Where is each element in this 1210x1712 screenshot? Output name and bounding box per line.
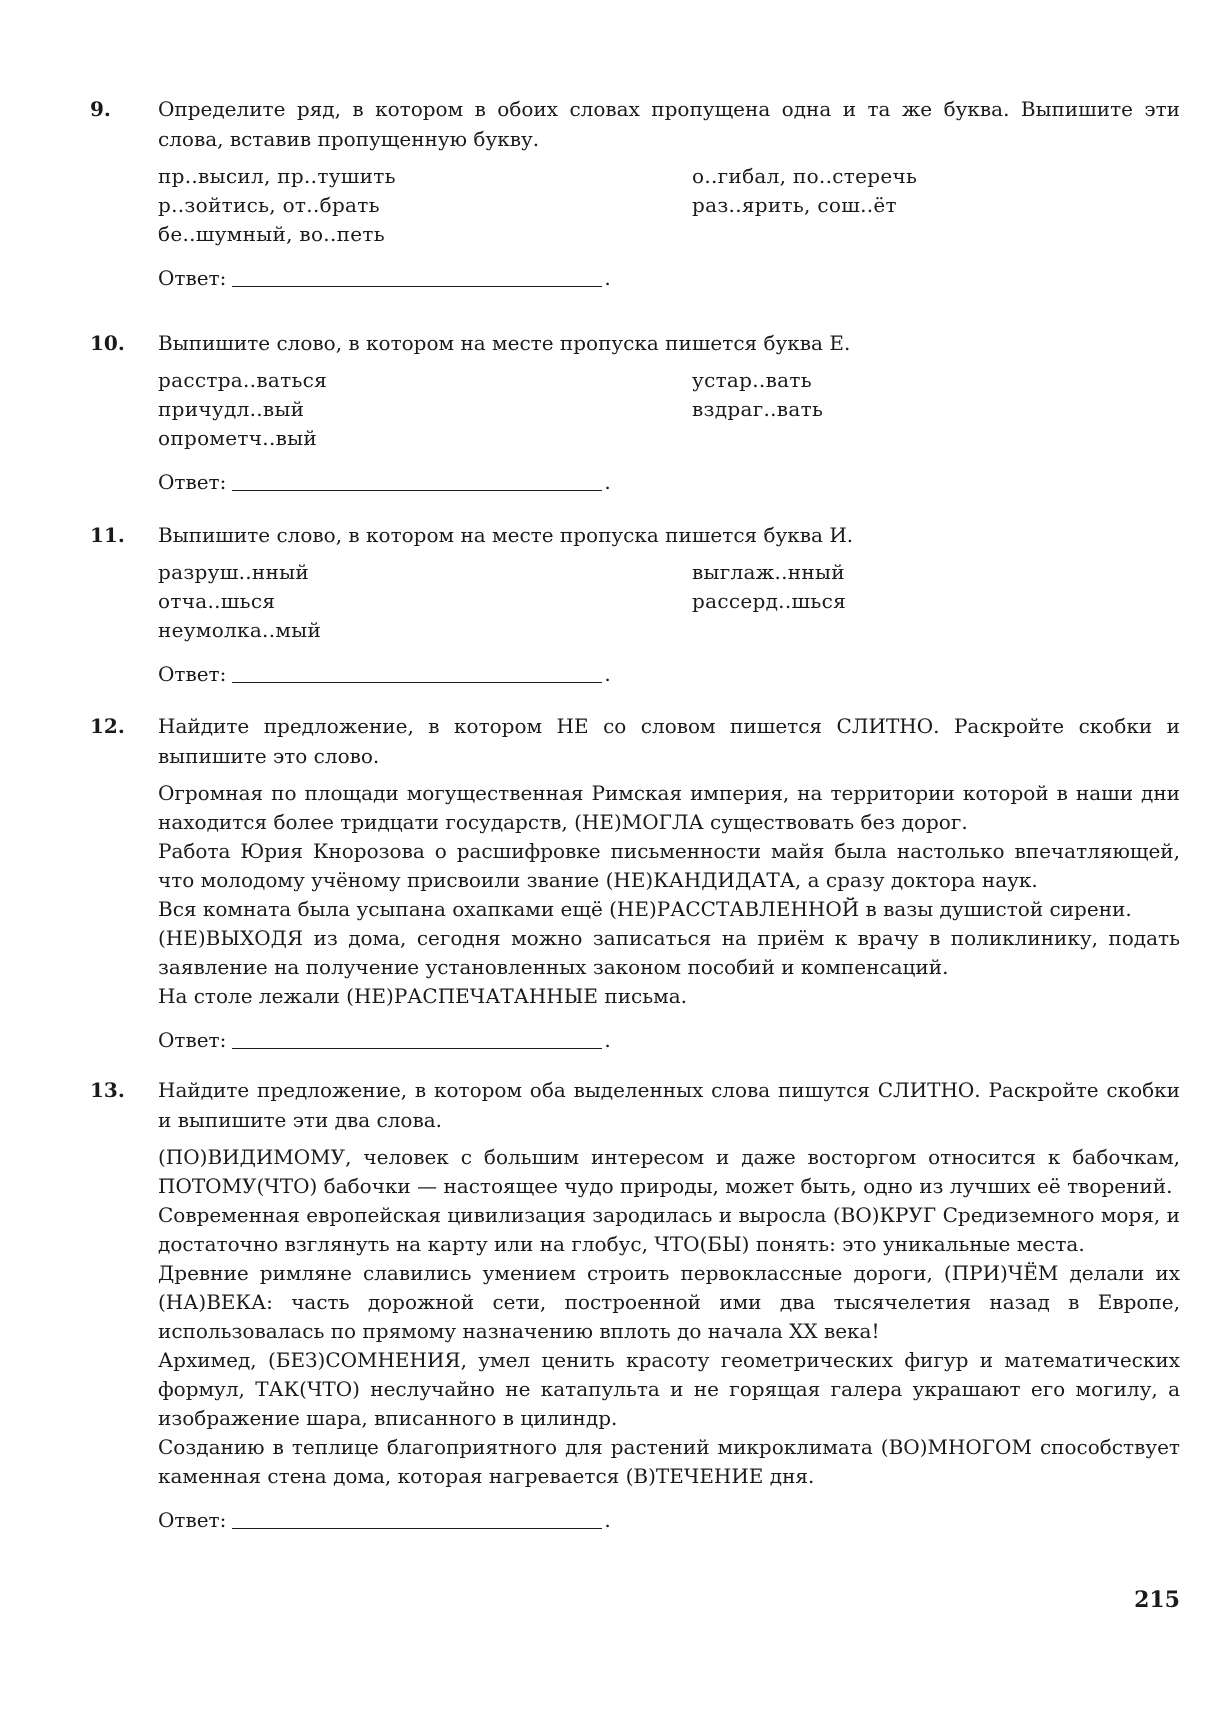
sentences (158, 1143, 1180, 1491)
sentence: Огромная по площади могущественная Римская империя, на территории которой в наши дни находится более тридцати государств, (НЕ)МОГЛА существовать без дорог. (158, 781, 1180, 834)
option: расстра..ваться (158, 368, 328, 392)
answer-label: Ответ: (158, 470, 227, 494)
task-prompt: Выпишите слово, в котором на месте пропуска пишется буква И. (158, 523, 854, 547)
option: р..зойтись, от..брать (158, 193, 380, 217)
option: бе..шумный, во..петь (158, 222, 385, 246)
task-number: 11. (90, 523, 125, 547)
option: раз..ярить, сош..ёт (692, 193, 897, 217)
options-right (692, 162, 1172, 249)
answer-label: Ответ: (158, 266, 227, 290)
option: о..гибал, по..стеречь (692, 164, 918, 188)
answer-row: Ответ: . (158, 1505, 1180, 1535)
task-prompt: Найдите предложение, в котором НЕ со словом пишется СЛИТНО. Раскройте скобки и выпишите это слово. (158, 714, 1180, 768)
answer-row: Ответ: . (158, 467, 1180, 497)
option: устар..вать (692, 368, 812, 392)
option: отча..шься (158, 589, 276, 613)
task-prompt: Найдите предложение, в котором оба выделенных слова пишутся СЛИТНО. Раскройте скобки и выпишите эти два слова. (158, 1078, 1180, 1132)
option: неумолка..мый (158, 618, 322, 642)
task-13 (90, 1075, 1180, 1535)
options-grid (158, 162, 1180, 249)
sentence: (ПО)ВИДИМОМУ, человек с большим интересом и даже восторгом относится к бабочкам, ПОТОМУ(ЧТО) бабочки — настоящее чудо природы, может быть, одно из лучших её творений. (158, 1145, 1180, 1198)
sentence: Древние римляне славились умением строить первоклассные дороги, (ПРИ)ЧЁМ делали их (НА)ВЕКА: часть дорожной сети, построенной ими два тысячелетия назад в Европе, использовалась по прямому назначению вплоть до начала XX века! (158, 1261, 1180, 1343)
options-grid (158, 558, 1180, 645)
option: вздраг..вать (692, 397, 824, 421)
answer-label: Ответ: (158, 662, 227, 686)
answer-row: Ответ: . (158, 263, 1180, 293)
sentence: Вся комната была усыпана охапками ещё (НЕ)РАССТАВЛЕННОЙ в вазы душистой сирени. (158, 897, 1132, 921)
options-left (158, 558, 692, 645)
answer-row: Ответ: . (158, 659, 1180, 689)
options-grid (158, 366, 1180, 453)
task-number: 13. (90, 1078, 125, 1102)
task-number: 10. (90, 331, 125, 355)
option: рассерд..шься (692, 589, 846, 613)
answer-label: Ответ: (158, 1028, 227, 1052)
sentence: Современная европейская цивилизация зародилась и выросла (ВО)КРУГ Средиземного моря, и достаточно взглянуть на карту или на глобус, ЧТО(БЫ) понять: это уникальные места. (158, 1203, 1180, 1256)
task-prompt: Выпишите слово, в котором на месте пропуска пишется буква Е. (158, 331, 851, 355)
task-11 (90, 520, 1180, 689)
task-number: 9. (90, 97, 111, 121)
answer-line[interactable] (232, 1048, 602, 1049)
task-9 (90, 94, 1180, 293)
answer-row: Ответ: . (158, 1025, 1180, 1055)
answer-line[interactable] (232, 1528, 602, 1529)
sentence: Созданию в теплице благоприятного для растений микроклимата (ВО)МНОГОМ способствует каменная стена дома, которая нагревается (В)ТЕЧЕНИЕ дня. (158, 1435, 1180, 1488)
sentence: (НЕ)ВЫХОДЯ из дома, сегодня можно записаться на приём к врачу в поликлинику, подать заявление на получение установленных законом пособий и компенсаций. (158, 926, 1180, 979)
answer-label: Ответ: (158, 1508, 227, 1532)
option: пр..высил, пр..тушить (158, 164, 396, 188)
sentences (158, 779, 1180, 1011)
task-number: 12. (90, 714, 125, 738)
answer-line[interactable] (232, 490, 602, 491)
task-prompt: Определите ряд, в котором в обоих словах пропущена одна и та же буква. Выпишите эти слова, вставив пропущенную букву. (158, 97, 1180, 151)
answer-line[interactable] (232, 286, 602, 287)
options-right (692, 558, 1172, 645)
options-left (158, 366, 692, 453)
option: опрометч..вый (158, 426, 318, 450)
sentence: Работа Юрия Кнорозова о расшифровке письменности майя была настолько впечатляющей, что молодому учёному присвоили звание (НЕ)КАНДИДАТА, а сразу доктора наук. (158, 839, 1180, 892)
page-number: 215 (1134, 1587, 1180, 1613)
options-right (692, 366, 1172, 453)
option: разруш..нный (158, 560, 310, 584)
task-12 (90, 711, 1180, 1055)
task-10 (90, 328, 1180, 497)
option: выглаж..нный (692, 560, 845, 584)
answer-line[interactable] (232, 682, 602, 683)
option: причудл..вый (158, 397, 305, 421)
sentence: На столе лежали (НЕ)РАСПЕЧАТАННЫЕ письма. (158, 984, 687, 1008)
sentence: Архимед, (БЕЗ)СОМНЕНИЯ, умел ценить красоту геометрических фигур и математических формул, ТАК(ЧТО) неслучайно не катапульта и не горящая галера украшают его могилу, а изображение шара, вписанного в цилиндр. (158, 1348, 1180, 1430)
options-left (158, 162, 692, 249)
